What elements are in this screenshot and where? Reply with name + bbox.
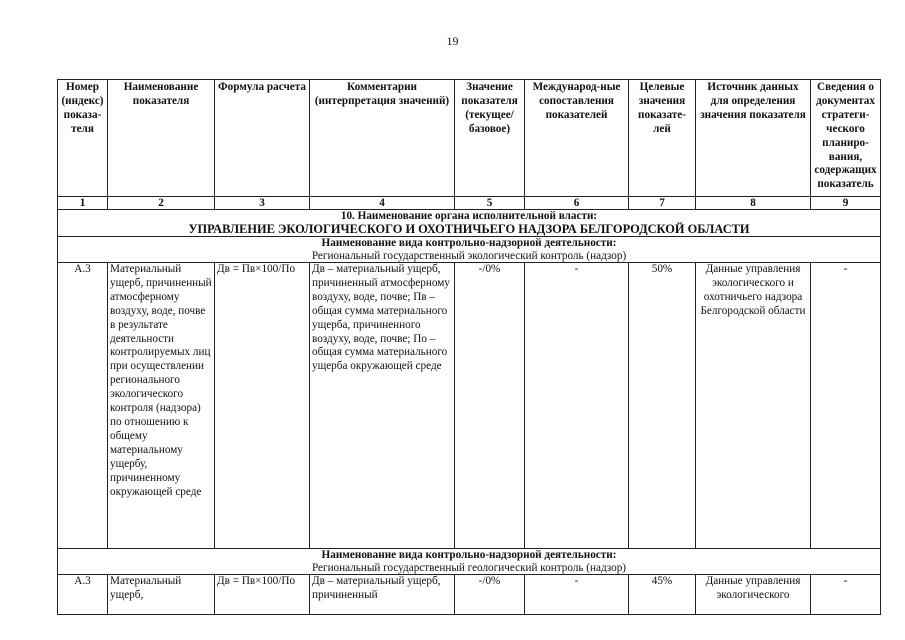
section-title: 10. Наименование органа исполнительной власти:	[340, 210, 598, 222]
row-source: Данные управления экологического и охотничьего надзора Белгородской области	[696, 263, 811, 549]
column-number: 3	[215, 197, 310, 210]
kind-name: Региональный государственный геологический контроль (надзор)	[311, 561, 627, 574]
row-docs: -	[811, 263, 881, 549]
header-index: Номер (индекс) показа-теля	[58, 80, 108, 197]
header-row	[58, 80, 881, 197]
indicators-table	[57, 79, 881, 615]
column-number: 2	[108, 197, 215, 210]
header-formula: Формула расчета	[215, 80, 310, 197]
row-name: Материальный ущерб, причиненный атмосферному воздуху, воде, почве в результате деятельности контролируемых лиц при осуществлении регионального экологического контроля (надзора) по отношению к общему материальному ущербу, причиненному окружающей среде	[108, 263, 215, 549]
row-formula: Дв = Пв×100/По	[215, 575, 310, 615]
kind-heading	[58, 237, 881, 263]
kind-row	[58, 237, 881, 263]
header-comment: Комментарии (интерпретация значений)	[310, 80, 455, 197]
row-comment: Дв – материальный ущерб, причиненный	[310, 575, 455, 615]
header-docs: Сведения о документах стратеги-ческого планиро-вания, содержащих показатель	[811, 80, 881, 197]
row-international: -	[525, 263, 629, 549]
column-number: 5	[455, 197, 525, 210]
column-number: 4	[310, 197, 455, 210]
row-docs: -	[811, 575, 881, 615]
section-authority: УПРАВЛЕНИЕ ЭКОЛОГИЧЕСКОГО И ОХОТНИЧЬЕГО НАДЗОРА БЕЛГОРОДСКОЙ ОБЛАСТИ	[188, 222, 750, 236]
column-number-row	[58, 197, 881, 210]
kind-title: Наименование вида контрольно-надзорной деятельности:	[321, 237, 617, 249]
row-index: А.3	[58, 575, 108, 615]
row-source: Данные управления экологического	[696, 575, 811, 615]
column-number: 9	[811, 197, 881, 210]
header-international: Международ-ные сопоставления показателей	[525, 80, 629, 197]
header-source: Источник данных для определения значения показателя	[696, 80, 811, 197]
column-number: 7	[629, 197, 696, 210]
row-comment: Дв – материальный ущерб, причиненный атмосферному воздуху, воде, почве; Пв – общая сумма материального ущерба, причиненного воздуху, воде, почве; По – общая сумма материального ущерба окружающей среде	[310, 263, 455, 549]
kind-row	[58, 549, 881, 575]
header-target: Целевые значения показате-лей	[629, 80, 696, 197]
column-number: 1	[58, 197, 108, 210]
header-value: Значение показателя (текущее/ базовое)	[455, 80, 525, 197]
column-number: 6	[525, 197, 629, 210]
header-name: Наименование показателя	[108, 80, 215, 197]
kind-heading	[58, 549, 881, 575]
row-formula: Дв = Пв×100/По	[215, 263, 310, 549]
column-number: 8	[696, 197, 811, 210]
section-row	[58, 210, 881, 237]
row-target: 50%	[629, 263, 696, 549]
kind-title: Наименование вида контрольно-надзорной деятельности:	[321, 549, 617, 561]
row-index: А.3	[58, 263, 108, 549]
row-name: Материальный ущерб,	[108, 575, 215, 615]
row-value: -/0%	[455, 575, 525, 615]
page-number: 19	[446, 34, 459, 48]
table-row	[58, 263, 881, 549]
kind-name: Региональный государственный экологический контроль (надзор)	[311, 249, 627, 262]
row-target: 45%	[629, 575, 696, 615]
section-heading	[58, 210, 881, 237]
row-international: -	[525, 575, 629, 615]
table-row	[58, 575, 881, 615]
row-value: -/0%	[455, 263, 525, 549]
